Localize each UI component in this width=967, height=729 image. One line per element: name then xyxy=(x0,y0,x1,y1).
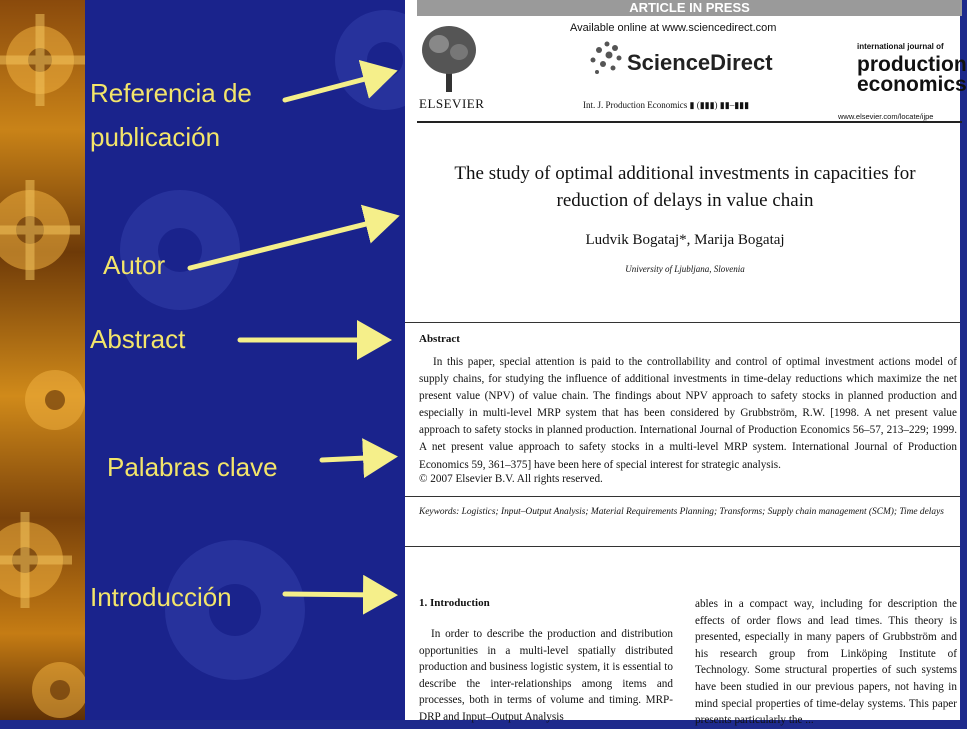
label-introduction: Introducción xyxy=(90,582,232,612)
arrow-to-introduction xyxy=(285,594,388,595)
label-reference-line2: publicación xyxy=(90,122,221,152)
journal-name-line2: economics xyxy=(857,73,967,96)
introduction-column-1: In order to describe the production and distribution opportunities in a multi-level spatially distributed production and business logistic system, it is essential to describe the inter-relationships among items and processes, both in terms of volume and timing. MRP-DRP and Input–Output Analysis xyxy=(419,628,673,723)
paper-affiliation: University of Ljubljana, Slovenia xyxy=(625,264,745,274)
article-in-press-banner: ARTICLE IN PRESS xyxy=(417,0,962,16)
journal-label: international journal of xyxy=(857,42,944,51)
available-online-text: Available online at www.sciencedirect.com xyxy=(570,22,777,34)
sciencedirect-wordmark: ScienceDirect xyxy=(627,50,773,75)
keywords-text: Logistics; Input–Output Analysis; Material Requirements Planning; Transforms; Supply chain management (SCM); Time delays xyxy=(461,507,944,517)
keywords-label: Keywords: xyxy=(419,507,460,517)
arrow-to-keywords xyxy=(322,457,388,460)
label-keywords: Palabras clave xyxy=(107,452,278,482)
journal-url: www.elsevier.com/locate/ijpe xyxy=(838,112,934,121)
abstract-heading: Abstract xyxy=(419,333,460,345)
arrow-to-author xyxy=(190,218,390,268)
paper-title: The study of optimal additional investments in capacities for reduction of delays in value chain xyxy=(454,163,916,211)
journal-reference: Int. J. Production Economics ▮ (▮▮▮) ▮▮–▮▮▮ xyxy=(583,100,750,110)
introduction-column-2: ables in a compact way, including for description the effects of order flows and lead times. This theory is presented, especially in many papers of Grubbström and his research group from Linköping Institute of Technology. Some structural properties of such systems have been studied in our previous papers, not having in mind special properties of time-delay systems. This paper presents particularly the ... xyxy=(695,598,957,727)
arrow-to-reference xyxy=(285,73,388,100)
copyright-line: © 2007 Elsevier B.V. All rights reserved. xyxy=(419,473,603,485)
label-reference-line1: Referencia de xyxy=(90,78,252,108)
label-abstract: Abstract xyxy=(90,324,186,354)
abstract-text: In this paper, special attention is paid to the controllability and control of optimal investment actions model of supply chains, for studying the influence of additional investments in time-delay reductions which maximize the net present value (NPV) of value chain. The findings about NPV approach to safety stocks in planned production and especially in multi-level MRP system that has been considered by Grubbström, R.W. [1998. A net present value approach to safety stocks in planned production. International Journal of Production Economics 56–57, 213–229; 1999. A net present value approach to safety stocks in a multi-level MRP system. International Journal of Production Economics 59, 361–375] have been here of special interest for strategic analysis. xyxy=(419,356,957,471)
introduction-heading: 1. Introduction xyxy=(419,597,490,609)
publisher-name: ELSEVIER xyxy=(419,96,485,111)
label-author: Autor xyxy=(103,250,166,280)
journal-name-line1: production xyxy=(857,53,967,76)
paper-authors: Ludvik Bogataj*, Marija Bogataj xyxy=(585,232,785,248)
